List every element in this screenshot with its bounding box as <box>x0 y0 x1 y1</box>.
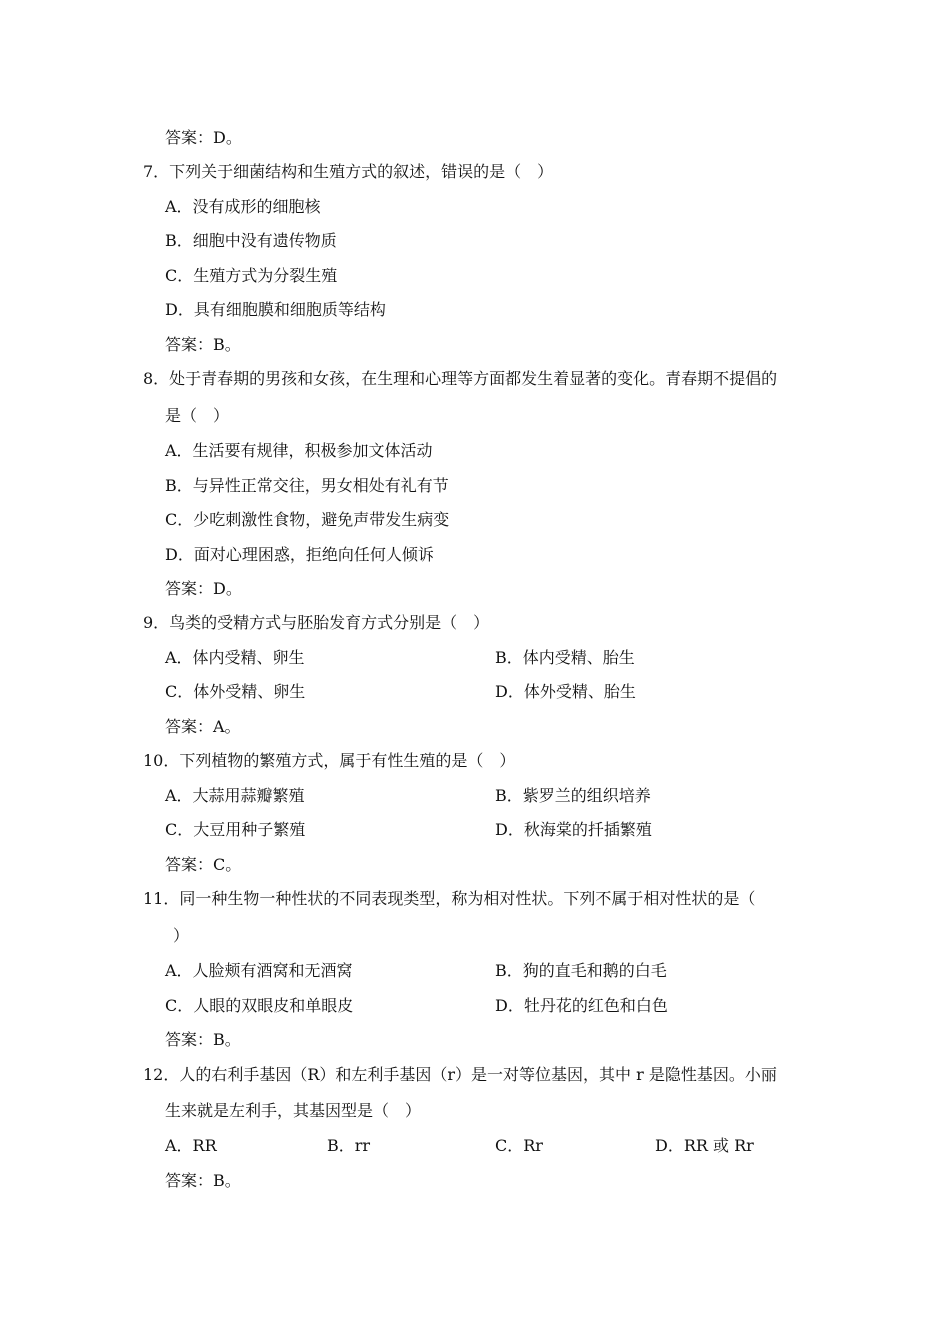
question-10-stem: 10．下列植物的繁殖方式，属于有性生殖的是（ ） <box>143 751 516 770</box>
q12-option-a: A．RR <box>165 1136 217 1155</box>
question-12-stem-line1: 12．人的右利手基因（R）和左利手基因（r）是一对等位基因，其中 r 是隐性基因。小丽 <box>143 1065 777 1084</box>
q7-option-b: B．细胞中没有遗传物质 <box>165 231 337 250</box>
q12-option-d: D．RR 或 Rr <box>655 1136 754 1155</box>
q11-answer: 答案：B。 <box>165 1030 241 1049</box>
q9-option-b: B．体内受精、胎生 <box>495 648 635 667</box>
q11-option-b: B．狗的直毛和鹅的白毛 <box>495 961 667 980</box>
q10-option-c: C．大豆用种子繁殖 <box>165 820 306 839</box>
question-12-stem-line2: 生来就是左利手，其基因型是（ ） <box>165 1101 422 1120</box>
q8-answer: 答案：D。 <box>165 579 242 598</box>
q12-option-b: B．rr <box>327 1136 371 1155</box>
q7-option-c: C．生殖方式为分裂生殖 <box>165 266 338 285</box>
q12-option-c: C．Rr <box>495 1136 543 1155</box>
q8-option-b: B．与异性正常交往，男女相处有礼有节 <box>165 476 449 495</box>
question-8-stem-line2: 是（ ） <box>165 406 230 425</box>
question-9-stem: 9．鸟类的受精方式与胚胎发育方式分别是（ ） <box>143 613 490 632</box>
q8-option-d: D．面对心理困惑，拒绝向任何人倾诉 <box>165 545 434 564</box>
q9-option-d: D．体外受精、胎生 <box>495 682 636 701</box>
q10-option-d: D．秋海棠的扦插繁殖 <box>495 820 652 839</box>
q8-option-c: C．少吃刺激性食物，避免声带发生病变 <box>165 510 450 529</box>
q7-answer: 答案：B。 <box>165 335 241 354</box>
q9-option-c: C．体外受精、卵生 <box>165 682 306 701</box>
answer-line: 答案：D。 <box>165 128 242 147</box>
q9-answer: 答案：A。 <box>165 717 241 736</box>
q10-option-a: A．大蒜用蒜瓣繁殖 <box>165 786 305 805</box>
q9-option-a: A．体内受精、卵生 <box>165 648 305 667</box>
question-7-stem: 7．下列关于细菌结构和生殖方式的叙述，错误的是（ ） <box>143 162 554 181</box>
q7-option-d: D．具有细胞膜和细胞质等结构 <box>165 300 386 319</box>
q7-option-a: A．没有成形的细胞核 <box>165 197 321 216</box>
q11-option-c: C．人眼的双眼皮和单眼皮 <box>165 996 354 1015</box>
q12-answer: 答案：B。 <box>165 1171 241 1190</box>
q11-option-d: D．牡丹花的红色和白色 <box>495 996 668 1015</box>
q10-answer: 答案：C。 <box>165 855 242 874</box>
q10-option-b: B．紫罗兰的组织培养 <box>495 786 651 805</box>
q11-option-a: A．人脸颊有酒窝和无酒窝 <box>165 961 353 980</box>
question-11-stem-line2: ） <box>173 926 190 945</box>
q8-option-a: A．生活要有规律，积极参加文体活动 <box>165 441 433 460</box>
question-11-stem-line1: 11．同一种生物一种性状的不同表现类型，称为相对性状。下列不属于相对性状的是（ <box>143 889 756 908</box>
question-8-stem-line1: 8．处于青春期的男孩和女孩，在生理和心理等方面都发生着显著的变化。青春期不提倡的 <box>143 369 778 388</box>
